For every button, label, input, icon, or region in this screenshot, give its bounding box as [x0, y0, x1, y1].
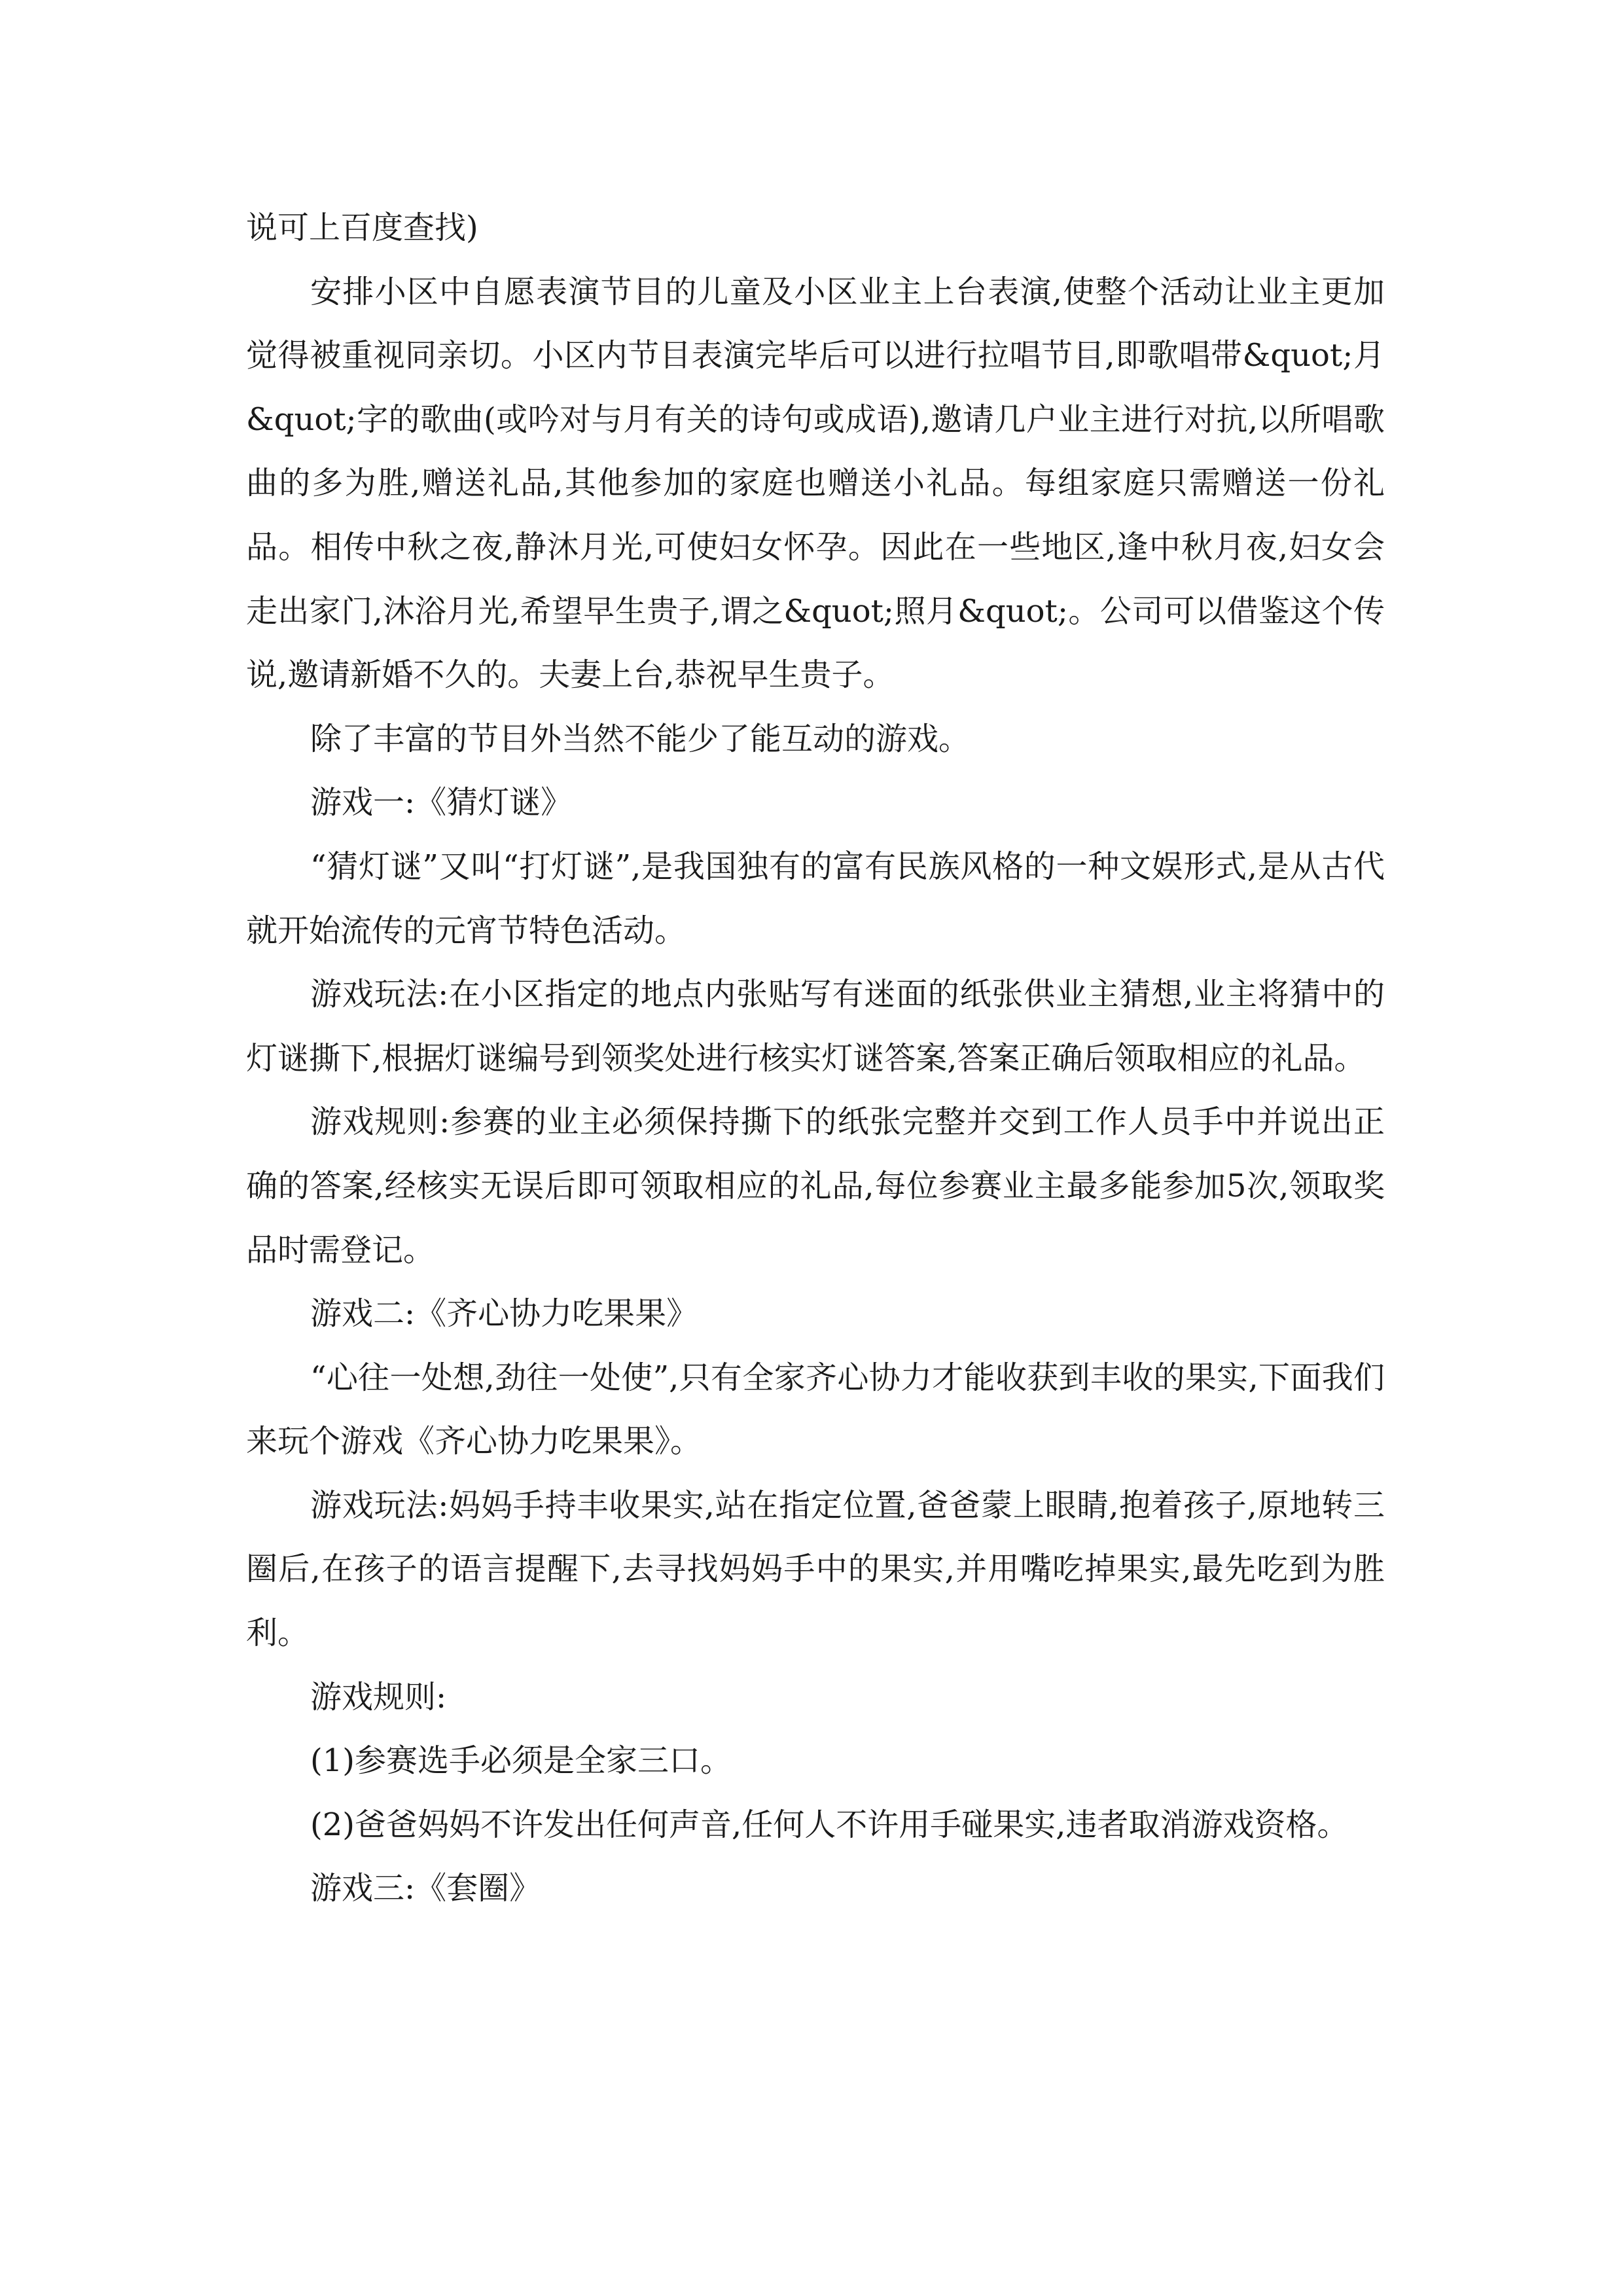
- paragraph-game-two-play: 游戏玩法:妈妈手持丰收果实,站在指定位置,爸爸蒙上眼睛,抱着孩子,原地转三圈后,在孩子的语言提醒下,去寻找妈妈手中的果实,并用嘴吃掉果实,最先吃到为胜利。: [246, 1486, 1385, 1652]
- document-body: [246, 196, 1385, 1921]
- heading-game-two: 游戏二:《齐心协力吃果果》: [310, 1295, 698, 1333]
- heading-game-one: 游戏一:《猜灯谜》: [310, 784, 573, 821]
- list-item-rule-1: (1)参赛选手必须是全家三口。: [310, 1742, 732, 1780]
- paragraph-game-one-rules: 游戏规则:参赛的业主必须保持撕下的纸张完整并交到工作人员手中并说出正确的答案,经核实无误后即可领取相应的礼品,每位参赛业主最多能参加5次,领取奖品时需登记。: [246, 1103, 1385, 1268]
- list-item-rule-2: (2)爸爸妈妈不许发出任何声音,任何人不许用手碰果实,违者取消游戏资格。: [310, 1806, 1349, 1843]
- heading-game-two-rules: 游戏规则:: [310, 1678, 447, 1715]
- paragraph-continuation: 说可上百度查找): [246, 209, 478, 246]
- paragraph-game-two-intro: “心往一处想,劲往一处使”,只有全家齐心协力才能收获到丰收的果实,下面我们来玩个游戏《齐心协力吃果果》。: [246, 1359, 1385, 1460]
- paragraph-game-one-play: 游戏玩法:在小区指定的地点内张贴写有迷面的纸张供业主猜想,业主将猜中的灯谜撕下,根据灯谜编号到领奖处进行核实灯谜答案,答案正确后领取相应的礼品。: [246, 976, 1385, 1077]
- paragraph-performance: 安排小区中自愿表演节目的儿童及小区业主上台表演,使整个活动让业主更加觉得被重视同亲切。小区内节目表演完毕后可以进行拉唱节目,即歌唱带&quot;月&quot;字的歌曲(或吟对与月有关的诗句或成语),邀请几户业主进行对抗,以所唱歌曲的多为胜,赠送礼品,其他参加的家庭也赠送小礼品。每组家庭只需赠送一份礼品。相传中秋之夜,静沐月光,可使妇女怀孕。因此在一些地区,逢中秋月夜,妇女会走出家门,沐浴月光,希望早生贵子,谓之&quot;照月&quot;。公司可以借鉴这个传说,邀请新婚不久的。夫妻上台,恭祝早生贵子。: [246, 273, 1385, 694]
- paragraph-games-intro: 除了丰富的节目外当然不能少了能互动的游戏。: [310, 720, 971, 757]
- paragraph-game-one-intro: “猜灯谜”又叫“打灯谜”,是我国独有的富有民族风格的一种文娱形式,是从古代就开始流传的元宵节特色活动。: [246, 848, 1385, 949]
- heading-game-three: 游戏三:《套圈》: [310, 1870, 541, 1907]
